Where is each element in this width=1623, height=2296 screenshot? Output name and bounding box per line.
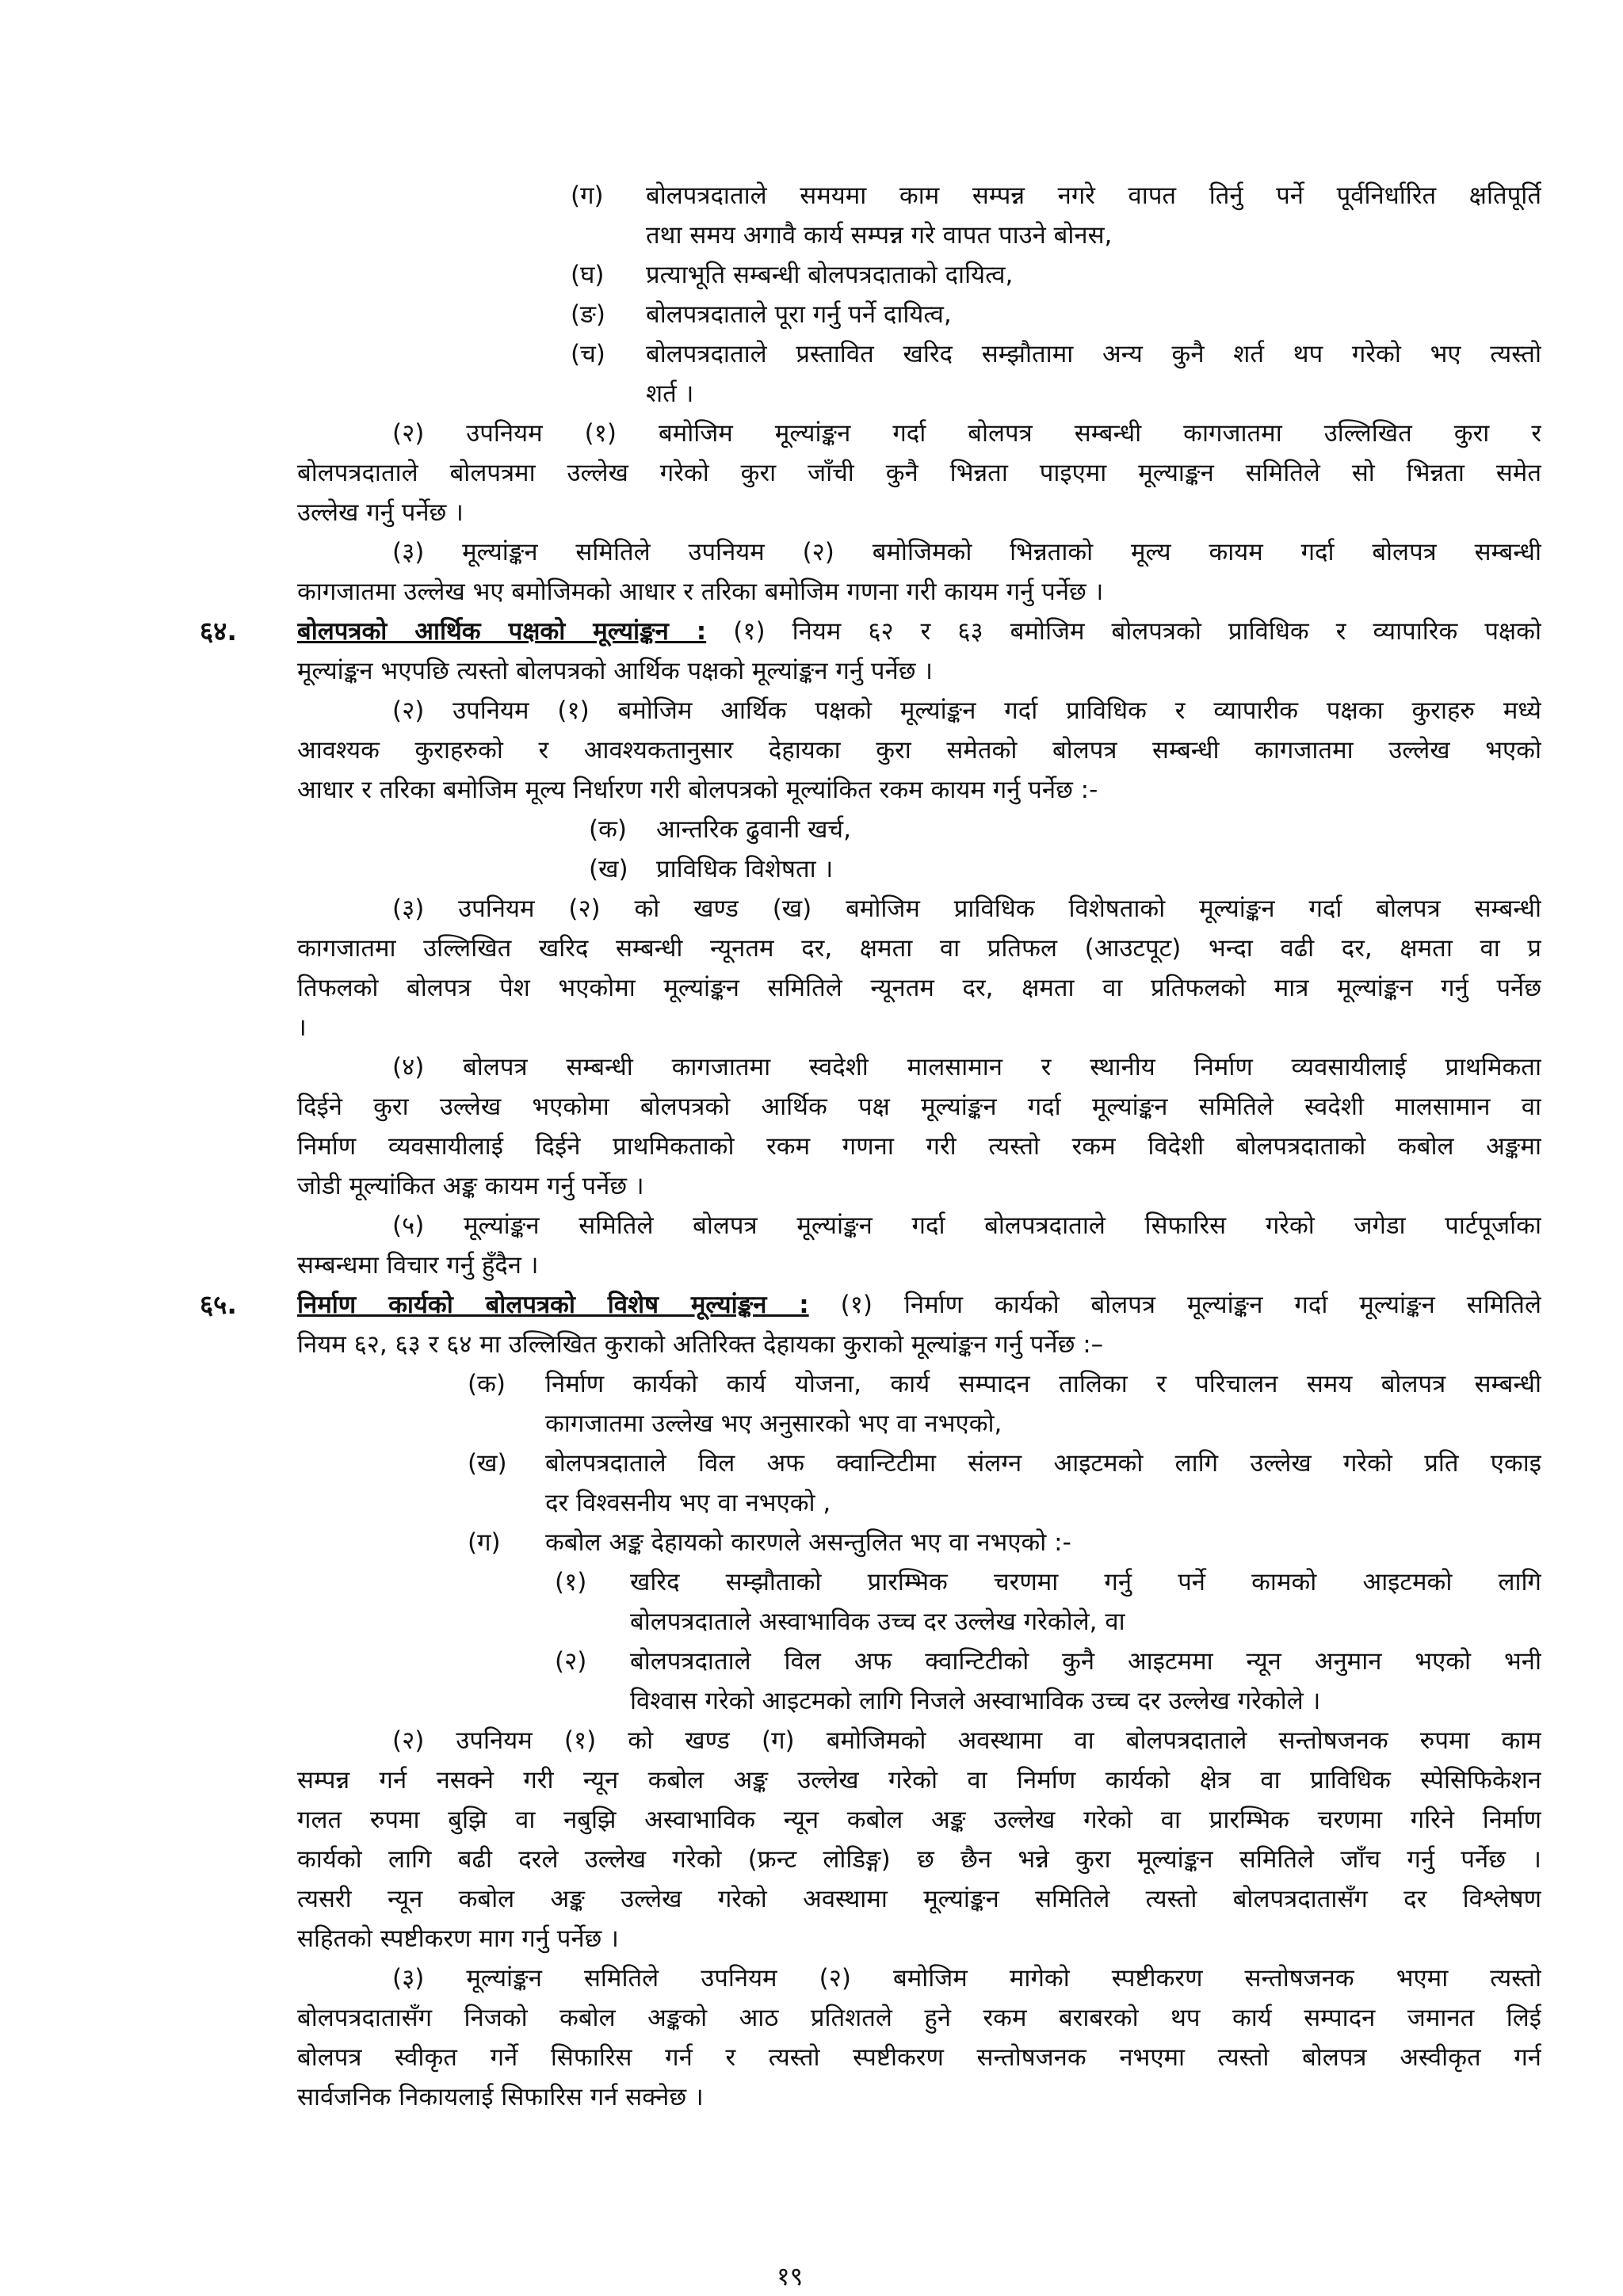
item-label-ga: (ग): [571, 181, 604, 210]
section-65-p2-line-1: (२) उपनियम (१) को खण्ड (ग) बमोजिमको अवस्थामा वा बोलपत्रदाताले सन्तोषजनक रुपमा काम: [392, 1726, 1541, 1755]
section-64-p3-line-1: (३) उपनियम (२) को खण्ड (ख) बमोजिम प्राविधिक विशेषताको मूल्यांङ्कन गर्दा बोलपत्र सम्बन्धी: [392, 894, 1541, 923]
section-64-p5-line-2: सम्बन्धमा विचार गर्नु हुँदैन ।: [297, 1251, 539, 1280]
item-label-gha: (घ): [571, 261, 605, 289]
section-64-heading: बोलपत्रको आर्थिक पक्षको मूल्यांङ्कन :: [297, 617, 707, 646]
section-65-p2-line-5: त्यसरी न्यून कबोल अङ्क उल्लेख गरेको अवस्थामा मूल्यांङ्कन समितिले त्यस्तो बोलपत्रदातासँग दर विश्लेषण: [297, 1885, 1541, 1913]
para-63-3-line-1: (३) मूल्यांङ्कन समितिले उपनियम (२) बमोजिमको भिन्नताको मूल्य कायम गर्दा बोलपत्र सम्बन्धी: [392, 538, 1541, 566]
section-64-p4-line-1: (४) बोलपत्र सम्बन्धी कागजातमा स्वदेशी मालसामान र स्थानीय निर्माण व्यवसायीलाई प्राथमिकता: [392, 1053, 1541, 1081]
section-64-first-line: [297, 612, 1541, 651]
section-65-p2-line-6: सहितको स्पष्टीकरण माग गर्नु पर्नेछ ।: [297, 1924, 619, 1953]
section-65-item-label-kha: (ख): [468, 1449, 507, 1478]
item-gha-line-1: प्रत्याभूति सम्बन्धी बोलपत्रदाताको दायित्व,: [646, 261, 1014, 289]
section-64-p4-line-4: जोडी मूल्यांकित अङ्क कायम गर्नु पर्नेछ ।: [297, 1172, 644, 1200]
section-64-item-kha: प्राविधिक विशेषता ।: [656, 855, 834, 883]
section-65-subitem-label-2: (२): [555, 1647, 587, 1676]
section-65-p2-line-3: गलत रुपमा बुझि वा नबुझि अस्वाभाविक न्यून कबोल अङ्क उल्लेख गरेको वा प्रारम्भिक चरणमा गरिने निर्माण: [297, 1806, 1541, 1834]
item-cha-line-2: शर्त ।: [646, 379, 694, 408]
section-64-p3-line-4: ।: [297, 1013, 307, 1042]
section-65-item-kha-line-2: दर विश्वसनीय भए वा नभएको ,: [545, 1489, 831, 1517]
section-65-first-line: [297, 1285, 1541, 1325]
section-65-p2-line-4: कार्यको लागि बढी दरले उल्लेख गरेको (फ्रन्ट लोडिङ्ग) छ छैन भन्ने कुरा मूल्यांङ्कन समितिले जाँच गर्नु पर्नेछ ।: [297, 1845, 1541, 1874]
section-65-number: ६५.: [200, 1289, 237, 1320]
section-65-first-rest: (१) निर्माण कार्यको बोलपत्र मूल्यांङ्कन गर्दा मूल्यांङ्कन समितिले: [808, 1291, 1541, 1319]
section-64-p2-line-2: आवश्यक कुराहरुको र आवश्यकतानुसार देहायका कुरा समेतको बोलपत्र सम्बन्धी कागजातमा उल्लेख भएको: [297, 736, 1541, 765]
para-63-2-line-1: (२) उपनियम (१) बमोजिम मूल्यांङ्कन गर्दा बोलपत्र सम्बन्धी कागजातमा उल्लिखित कुरा र: [392, 419, 1541, 448]
section-65-subitem-1-line-1: खरिद सम्झौताको प्रारम्भिक चरणमा गर्नु पर्ने कामको आइटमको लागि: [630, 1568, 1541, 1596]
section-65-p3-line-1: (३) मूल्यांङ्कन समितिले उपनियम (२) बमोजिम मागेको स्पष्टीकरण सन्तोषजनक भएमा त्यस्तो: [392, 1964, 1541, 1993]
item-label-cha: (च): [571, 340, 605, 368]
section-64-number: ६४.: [200, 616, 237, 646]
item-ga-line-1: बोलपत्रदाताले समयमा काम सम्पन्न नगरे वापत तिर्नु पर्ने पूर्वनिर्धारित क्षतिपूर्ति: [646, 181, 1541, 210]
item-nga-line-1: बोलपत्रदाताले पूरा गर्नु पर्ने दायित्व,: [646, 300, 952, 329]
section-65-subitem-label-1: (१): [555, 1568, 587, 1596]
section-65-first-cont: नियम ६२, ६३ र ६४ मा उल्लिखित कुराको अतिरिक्त देहायका कुराको मूल्यांङ्कन गर्नु पर्नेछ :–: [297, 1330, 1104, 1359]
section-65-subitem-1-line-2: बोलपत्रदाताले अस्वाभाविक उच्च दर उल्लेख गरेकोले, वा: [630, 1608, 1125, 1636]
section-64-item-label-ka: (क): [589, 815, 627, 844]
section-64-p3-line-2: कागजातमा उल्लिखित खरिद सम्बन्धी न्यूनतम दर, क्षमता वा प्रतिफल (आउटपूट) भन्दा वढी दर, क्षमता वा प्र: [297, 934, 1541, 963]
para-63-2-line-2: बोलपत्रदाताले बोलपत्रमा उल्लेख गरेको कुरा जाँची कुनै भिन्नता पाइएमा मूल्याङ्कन समितिले सो भिन्नता समेत: [297, 459, 1541, 487]
section-64-p2-line-1: (२) उपनियम (१) बमोजिम आर्थिक पक्षको मूल्यांङ्कन गर्दा प्राविधिक र व्यापारीक पक्षका कुराहरु मध्ये: [392, 696, 1541, 725]
item-ga-line-2: तथा समय अगावै कार्य सम्पन्न गरे वापत पाउने बोनस,: [646, 221, 1113, 250]
para-63-3-line-2: कागजातमा उल्लेख भए बमोजिमको आधार र तरिका बमोजिम गणना गरी कायम गर्नु पर्नेछ ।: [297, 578, 1104, 606]
section-64-p2-line-3: आधार र तरिका बमोजिम मूल्य निर्धारण गरी बोलपत्रको मूल्यांकित रकम कायम गर्नु पर्नेछ :-: [297, 776, 1098, 804]
section-65-item-label-ga: (ग): [468, 1528, 501, 1557]
section-65-p3-line-3: बोलपत्र स्वीकृत गर्ने सिफारिस गर्न र त्यस्तो स्पष्टीकरण सन्तोषजनक नभएमा त्यस्तो बोलपत्र अस्वीकृत गर्न: [297, 2043, 1541, 2072]
section-65-subitem-2-line-1: बोलपत्रदाताले विल अफ क्वान्टिटीको कुनै आइटममा न्यून अनुमान भएको भनी: [630, 1647, 1541, 1676]
section-64-p3-line-3: तिफलको बोलपत्र पेश भएकोमा मूल्यांङ्कन समितिले न्यूनतम दर, क्षमता वा प्रतिफलको मात्र मूल्यांङ्कन गर्नु पर्नेछ: [297, 974, 1541, 1002]
section-65-p3-line-2: बोलपत्रदातासँग निजको कबोल अङ्कको आठ प्रतिशतले हुने रकम बराबरको थप कार्य सम्पादन जमानत लिई: [297, 2004, 1541, 2032]
section-65-heading: निर्माण कार्यको बोलपत्रको विशेष मूल्यांङ्कन :: [297, 1291, 809, 1319]
section-64-first-cont: मूल्यांङ्कन भएपछि त्यस्तो बोलपत्रको आर्थिक पक्षको मूल्यांङ्कन गर्नु पर्नेछ ।: [297, 657, 934, 685]
section-64-p5-line-1: (५) मूल्यांङ्कन समितिले बोलपत्र मूल्यांङ्कन गर्दा बोलपत्रदाताले सिफारिस गरेको जगेडा पार्टपूर्जाका: [392, 1211, 1541, 1240]
section-65-subitem-2-line-2: विश्वास गरेको आइटमको लागि निजले अस्वाभाविक उच्च दर उल्लेख गरेकोले ।: [630, 1687, 1321, 1715]
item-label-nga: (ङ): [571, 300, 605, 329]
section-65-item-kha-line-1: बोलपत्रदाताले विल अफ क्वान्टिटीमा संलग्न आइटमको लागि उल्लेख गरेको प्रति एकाइ: [545, 1449, 1541, 1478]
section-65-item-ga-line-1: कबोल अङ्क देहायको कारणले असन्तुलित भए वा नभएको :-: [545, 1528, 1071, 1557]
para-63-2-line-3: उल्लेख गर्नु पर्नेछ ।: [297, 498, 464, 527]
section-65-item-ka-line-2: कागजातमा उल्लेख भए अनुसारको भए वा नभएको,: [545, 1409, 1002, 1438]
section-64-item-label-kha: (ख): [589, 855, 628, 883]
section-65-item-ka-line-1: निर्माण कार्यको कार्य योजना, कार्य सम्पादन तालिका र परिचालन समय बोलपत्र सम्बन्धी: [545, 1370, 1541, 1398]
section-65-item-label-ka: (क): [468, 1370, 506, 1398]
page-number: १९: [777, 2261, 804, 2291]
section-64-item-ka: आन्तरिक ढुवानी खर्च,: [656, 815, 851, 844]
section-65-p3-line-4: सार्वजनिक निकायलाई सिफारिस गर्न सक्नेछ ।: [297, 2083, 704, 2111]
item-cha-line-1: बोलपत्रदाताले प्रस्तावित खरिद सम्झौतामा अन्य कुनै शर्त थप गरेको भए त्यस्तो: [646, 340, 1541, 368]
section-65-p2-line-2: सम्पन्न गर्न नसक्ने गरी न्यून कबोल अङ्क उल्लेख गरेको वा निर्माण कार्यको क्षेत्र वा प्राविधिक स्पेसिफिकेशन: [297, 1766, 1541, 1794]
section-64-p4-line-3: निर्माण व्यवसायीलाई दिईने प्राथमिकताको रकम गणना गरी त्यस्तो रकम विदेशी बोलपत्रदाताको कबोल अङ्कमा: [297, 1132, 1541, 1161]
section-64-first-rest: (१) नियम ६२ र ६३ बमोजिम बोलपत्रको प्राविधिक र व्यापारिक पक्षको: [706, 617, 1541, 646]
section-64-p4-line-2: दिईने कुरा उल्लेख भएकोमा बोलपत्रको आर्थिक पक्ष मूल्यांङ्कन गर्दा मूल्यांङ्कन समितिले स्वदेशी मालसामान वा: [297, 1093, 1541, 1121]
